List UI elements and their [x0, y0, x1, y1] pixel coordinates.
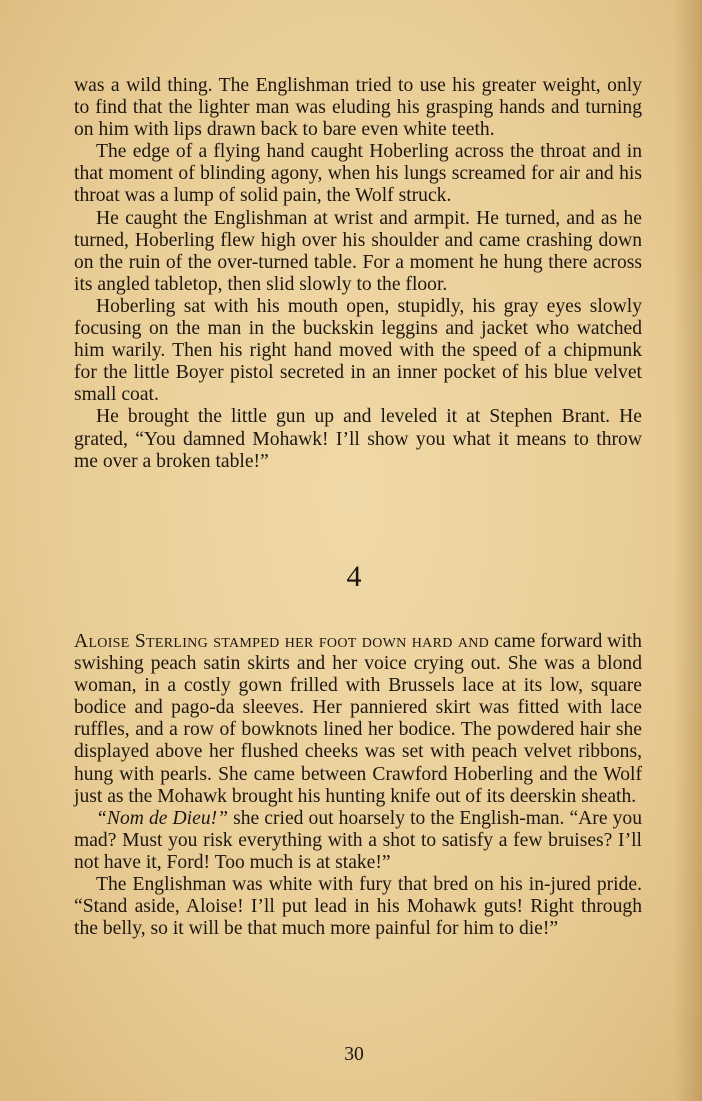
paragraph: He caught the Englishman at wrist and armpit. He turned, and as he turned, Hoberling flew high over his shoulder and came crashing down on the ruin of the over-turned table. For a moment he hung there across its angled tabletop, then slid slowly to the floor. — [74, 207, 642, 295]
paragraph: was a wild thing. The Englishman tried to use his greater weight, only to find that the lighter man was eluding his grasping hands and turning on him with lips drawn back to bare even white teeth. — [74, 75, 642, 141]
paragraph: Hoberling sat with his mouth open, stupidly, his gray eyes slowly focusing on the man in the buckskin leggins and jacket who watched him warily. Then his right hand moved with the speed of a chipmunk for the little Boyer pistol secreted in an inner pocket of his blue velvet small coat. — [74, 295, 642, 406]
text-block-bottom — [74, 631, 642, 940]
italic-exclamation: “Nom de Dieu!” — [96, 807, 229, 829]
text-block-top — [74, 75, 642, 473]
paragraph — [74, 808, 642, 874]
page-number: 30 — [344, 1044, 364, 1065]
paragraph: The edge of a flying hand caught Hoberling across the throat and in that moment of blinding agony, when his lungs screamed for air and his throat was a lump of solid pain, the Wolf struck. — [74, 141, 642, 207]
paragraph: He brought the little gun up and leveled it at Stephen Brant. He grated, “You damned Mohawk! I’ll show you what it means to throw me over a broken table!” — [74, 406, 642, 472]
chapter-number: 4 — [346, 560, 362, 593]
paragraph: The Englishman was white with fury that bred on his in-jured pride. “Stand aside, Aloise! I’ll put lead in his Mohawk guts! Right through the belly, so it will be that much more painful for him to die!” — [74, 874, 642, 940]
chapter-opening-paragraph — [74, 631, 642, 808]
chapter-opening-smallcaps: Aloise Sterling stamped her foot down hard and — [74, 631, 490, 652]
chapter-opening-text: came forward with swishing peach satin skirts and her voice crying out. She was a blond woman, in a costly gown frilled with Brussels lace at its low, square bodice and pago-da sleeves. Her panniered skirt was fitted with lace ruffles, and a row of bowknots lined her bodice. The powdered hair she displayed above her flushed cheeks was set with peach velvet ribbons, hung with pearls. She came between Crawford Hoberling and the Wolf just as the Mohawk brought his hunting knife out of its deerskin sheath. — [74, 631, 642, 807]
paragraph-text: she cried out hoarsely to the English-man. “Are you mad? Must you risk everything with a shot to satisfy a few bruises? I’ll not have it, Ford! Too much is at stake!” — [74, 807, 642, 873]
